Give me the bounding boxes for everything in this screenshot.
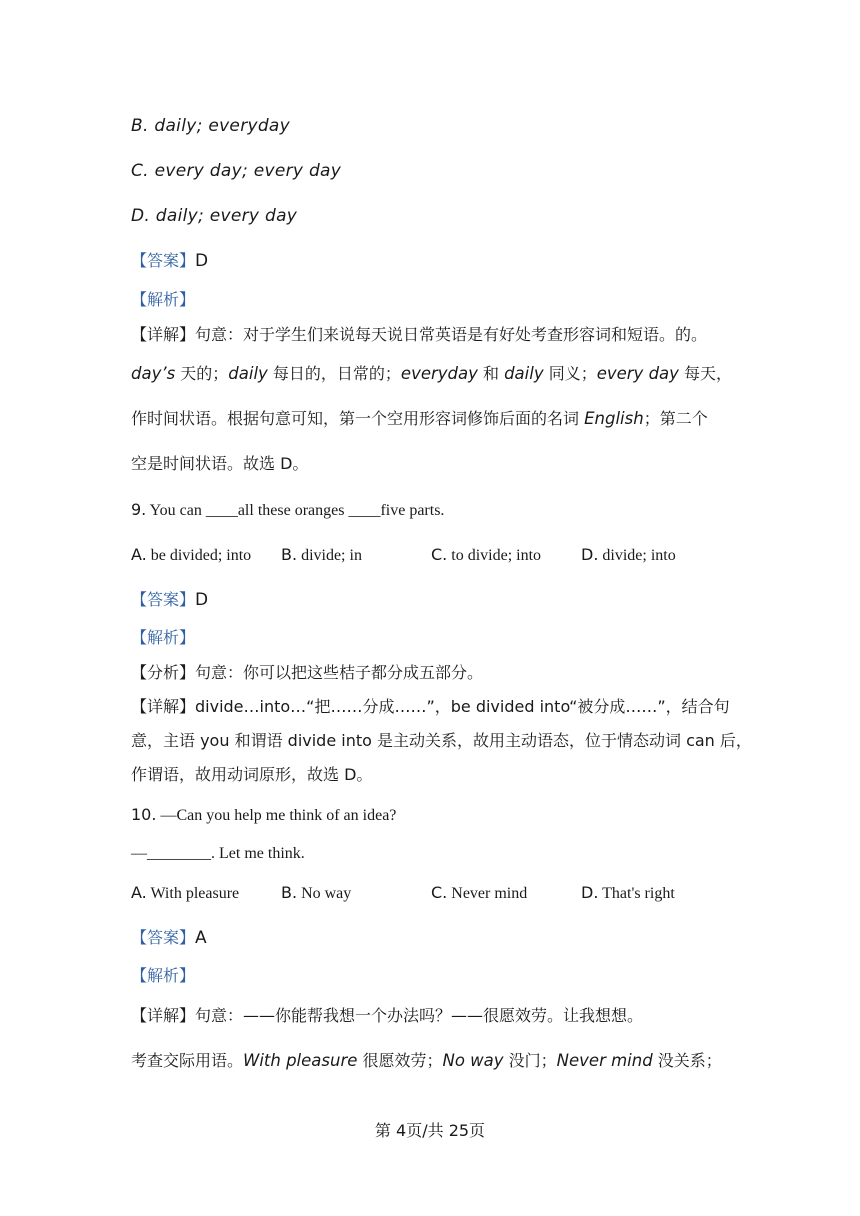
q9-detail-line2: 意，主语 you 和谓语 divide into 是主动关系，故用主动语态，位于情态动词 can 后， bbox=[131, 731, 752, 750]
term: every day bbox=[596, 364, 679, 383]
answer-tag: 【答案】 bbox=[131, 928, 196, 947]
q10-stem: 10. —Can you help me think of an idea? bbox=[131, 805, 397, 824]
term: daily bbox=[504, 364, 544, 383]
term: With pleasure bbox=[243, 1051, 358, 1070]
q10-analysis-tag: 【解析】 bbox=[131, 966, 196, 985]
q10-answer bbox=[131, 928, 207, 948]
q9-detail-line1: 【详解】divide…into…“把……分成……”，be divided into“被分成……”，结合句 bbox=[131, 697, 730, 716]
question-number: 10. bbox=[131, 805, 157, 824]
q8-detail-line4: 空是时间状语。故选 D。 bbox=[131, 454, 309, 473]
q9-choice-c: C. to divide; into bbox=[431, 545, 542, 564]
answer-value: D bbox=[195, 251, 209, 271]
answer-value: A bbox=[195, 928, 207, 948]
q10-choice-d: D. That's right bbox=[581, 883, 675, 902]
page-number: 4 bbox=[396, 1121, 407, 1140]
q8-answer bbox=[131, 251, 208, 271]
answer-tag: 【答案】 bbox=[131, 590, 196, 609]
q8-detail-line1: 【详解】句意：对于学生们来说每天说日常英语是有好处考查形容词和短语。的。 bbox=[131, 325, 708, 344]
term: English bbox=[584, 409, 644, 428]
q9-detail-line3: 作谓语，故用动词原形，故选 D。 bbox=[131, 765, 373, 784]
q8-analysis-tag: 【解析】 bbox=[131, 290, 196, 309]
q10-choice-c: C. Never mind bbox=[431, 883, 528, 902]
q9-fenxi: 【分析】句意：你可以把这些桔子都分成五部分。 bbox=[131, 663, 484, 682]
q9-choice-a: A. be divided; into bbox=[131, 545, 252, 564]
q8-detail-line3: 作时间状语。根据句意可知，第一个空用形容词修饰后面的名词 English；第二个 bbox=[131, 409, 708, 428]
term: Never mind bbox=[556, 1051, 653, 1070]
q8-detail-line2: day’s 天的；daily 每日的，日常的；everyday 和 daily 同义；every day 每天， bbox=[131, 364, 733, 383]
answer-tag: 【答案】 bbox=[131, 251, 196, 270]
answer-value: D bbox=[195, 590, 209, 610]
q9-stem: 9. You can ____all these oranges ____five parts. bbox=[131, 500, 445, 519]
q8-option-b: B. daily; everyday bbox=[131, 116, 291, 136]
term: everyday bbox=[400, 364, 478, 383]
q10-choice-a: A. With pleasure bbox=[131, 883, 240, 902]
q8-option-d: D. daily; every day bbox=[131, 206, 298, 226]
term: daily bbox=[228, 364, 268, 383]
page-total: 25 bbox=[448, 1121, 470, 1140]
q10-choice-b: B. No way bbox=[281, 883, 352, 902]
q9-choice-b: B. divide; in bbox=[281, 545, 362, 564]
q9-answer bbox=[131, 590, 208, 610]
q8-option-c: C. every day; every day bbox=[131, 161, 342, 181]
question-number: 9. bbox=[131, 500, 147, 519]
term: No way bbox=[442, 1051, 504, 1070]
q10-detail-line1: 【详解】句意：——你能帮我想一个办法吗？——很愿效劳。让我想想。 bbox=[131, 1006, 644, 1025]
q10-detail-line2: 考查交际用语。With pleasure 很愿效劳；No way 没门；Never mind 没关系； bbox=[131, 1051, 722, 1070]
q9-choice-d: D. divide; into bbox=[581, 545, 676, 564]
q10-line2: —________. Let me think. bbox=[131, 845, 305, 862]
page-footer: 第 4页/共 25页 bbox=[374, 1121, 486, 1140]
term: day’s bbox=[131, 364, 176, 383]
q9-analysis-tag: 【解析】 bbox=[131, 628, 196, 647]
